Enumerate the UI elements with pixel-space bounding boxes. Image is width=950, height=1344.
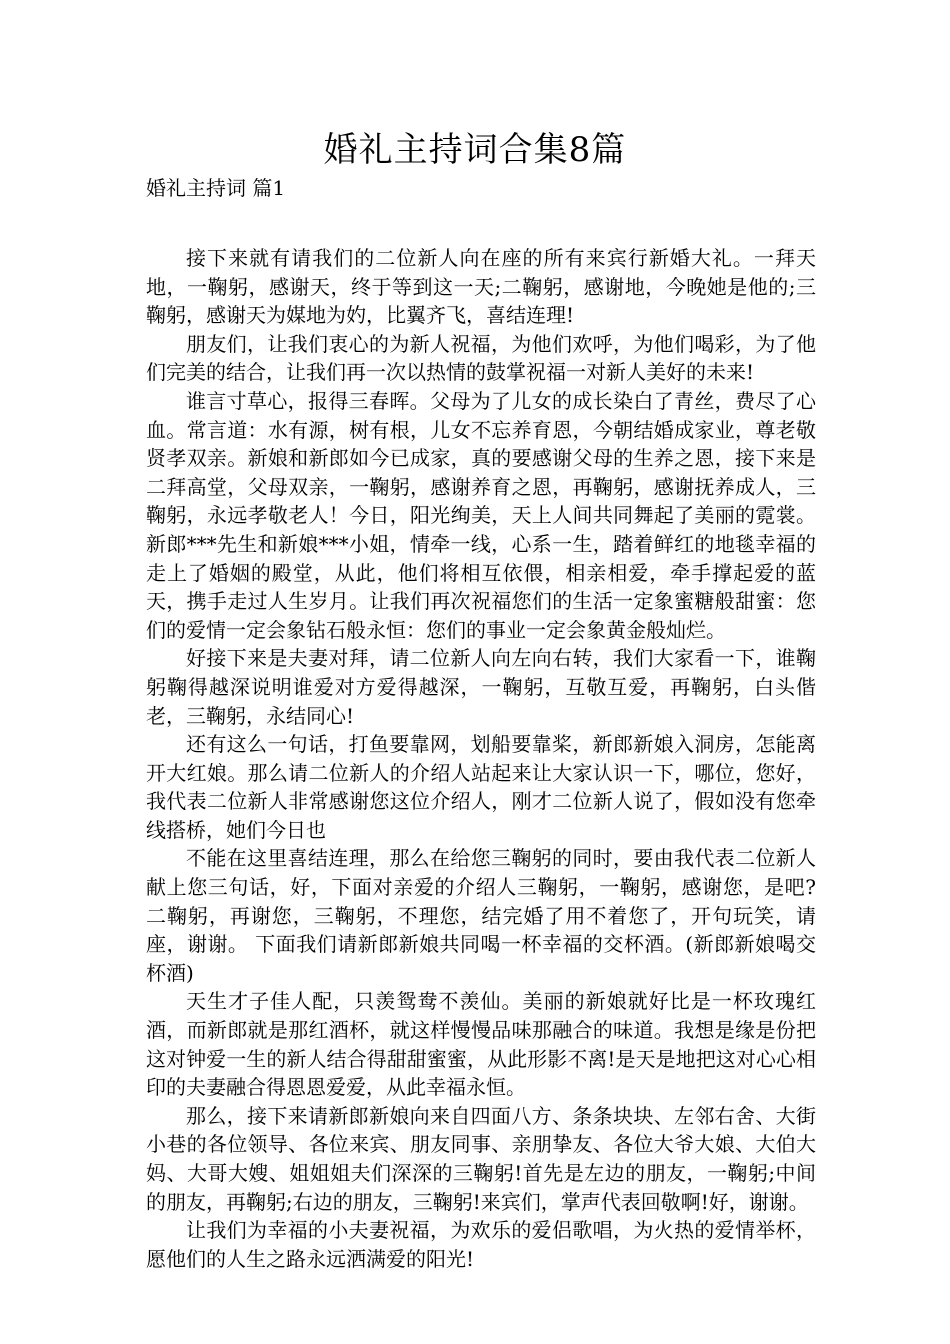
paragraph: 让我们为幸福的小夫妻祝福，为欢乐的爱侣歌唱，为火热的爱情举杯，愿他们的人生之路永远洒满爱的阳光! [146, 1218, 816, 1271]
paragraph: 朋友们，让我们衷心的为新人祝福，为他们欢呼，为他们喝彩，为了他们完美的结合，让我们再一次以热情的鼓掌祝福一对新人美好的未来! [146, 331, 816, 385]
document-body [146, 244, 816, 1273]
paragraph: 天生才子佳人配，只羡鸳鸯不羡仙。美丽的新娘就好比是一杯玫瑰红酒，而新郎就是那红酒杯，就这样慢慢品味那融合的味道。我想是缘是份把这对钟爱一生的新人结合得甜甜蜜蜜，从此形影不离!是天是地把这对心心相印的夫妻融合得恩恩爱爱，从此幸福永恒。 [146, 989, 816, 1100]
paragraph: 谁言寸草心，报得三春晖。父母为了儿女的成长染白了青丝，费尽了心血。常言道：水有源，树有根，儿女不忘养育恩，今朝结婚成家业，尊老敬贤孝双亲。新娘和新郎如今已成家，真的要感谢父母的生养之恩，接下来是二拜高堂，父母双亲，一鞠躬，感谢养育之恩，再鞠躬，感谢抚养成人，三鞠躬，永远孝敬老人！今日，阳光绚美，天上人间共同舞起了美丽的霓裳。新郎***先生和新娘***小姐，情牵一线，心系一生，踏着鲜红的地毯幸福的走上了婚姻的殿堂，从此，他们将相互依偎，相亲相爱，牵手撑起爱的蓝天，携手走过人生岁月。让我们再次祝福您们的生活一定象蜜糖般甜蜜：您们的爱情一定会象钻石般永恒：您们的事业一定会象黄金般灿烂。 [146, 388, 816, 642]
paragraph: 不能在这里喜结连理，那么在给您三鞠躬的同时，要由我代表二位新人献上您三句话，好，下面对亲爱的介绍人三鞠躬，一鞠躬，感谢您，是吧?二鞠躬，再谢您，三鞠躬，不理您，结完婚了用不着您了，开句玩笑，请座，谢谢。 下面我们请新郎新娘共同喝一杯幸福的交杯酒。(新郎新娘喝交杯酒) [146, 846, 816, 985]
section-heading: 婚礼主持词 篇1 [146, 176, 286, 200]
paragraph: 还有这么一句话，打鱼要靠网，划船要靠桨，新郎新娘入洞房，怎能离开大红娘。那么请二位新人的介绍人站起来让大家认识一下，哪位，您好，我代表二位新人非常感谢您这位介绍人，刚才二位新人说了，假如没有您牵线搭桥，她们今日也 [146, 732, 816, 842]
paragraph: 接下来就有请我们的二位新人向在座的所有来宾行新婚大礼。一拜天地，一鞠躬，感谢天，终于等到这一天;二鞠躬，感谢地，今晚她是他的;三鞠躬，感谢天为媒地为妁，比翼齐飞，喜结连理! [146, 246, 816, 328]
document-title: 婚礼主持词合集8篇 [323, 130, 627, 170]
paragraph: 那么，接下来请新郎新娘向来自四面八方、条条块块、左邻右舍、大街小巷的各位领导、各位来宾、朋友同事、亲朋挚友、各位大爷大娘、大伯大妈、大哥大嫂、姐姐姐夫们深深的三鞠躬!首先是左边的朋友，一鞠躬;中间的朋友，再鞠躬;右边的朋友，三鞠躬!来宾们，掌声代表回敬啊!好，谢谢。 [146, 1103, 816, 1214]
paragraph: 好接下来是夫妻对拜，请二位新人向左向右转，我们大家看一下，谁鞠躬鞠得越深说明谁爱对方爱得越深，一鞠躬，互敬互爱，再鞠躬，白头偕老，三鞠躬，永结同心! [146, 646, 816, 728]
